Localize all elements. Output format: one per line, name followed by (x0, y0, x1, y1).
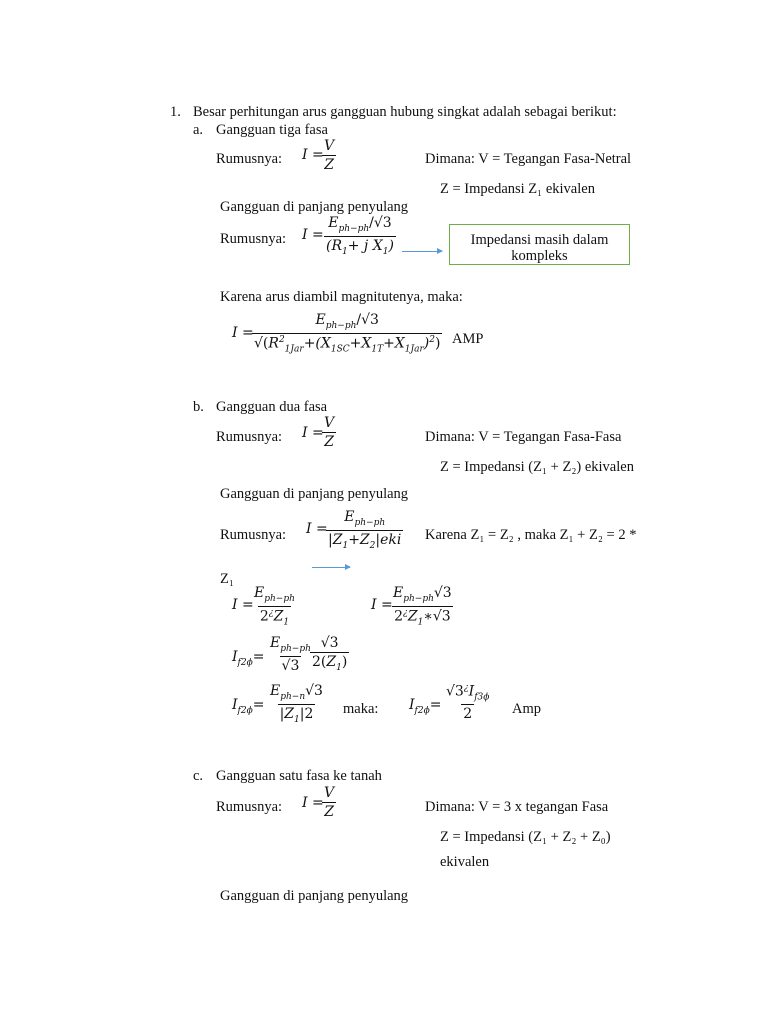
part-b-letter: b. (193, 399, 204, 415)
part-b-title: Gangguan dua fasa (216, 399, 328, 415)
part-b-rumus-label: Rumusnya: (216, 429, 283, 445)
part-b-z-definition: Z = Impedansi (Z₁ + Z₂) ekivalen (440, 459, 634, 475)
part-b-karena: Karena Z₁ = Z₂ , maka Z₁ + Z₂ = 2 * (425, 527, 637, 543)
list-number: 1. (170, 104, 181, 120)
part-a-penyulang: Gangguan di panjang penyulang (220, 199, 409, 215)
part-a-title: Gangguan tiga fasa (216, 122, 328, 138)
part-b-penyulang: Gangguan di panjang penyulang (220, 486, 409, 502)
note-box (449, 224, 630, 265)
part-c-letter: c. (193, 768, 204, 784)
part-b-dimana: Dimana: V = Tegangan Fasa-Fasa (425, 429, 622, 445)
note-box-line2: kompleks (511, 248, 568, 264)
part-a-z-definition: Z = Impedansi Z₁ ekivalen (440, 181, 595, 197)
intro-text: Besar perhitungan arus gangguan hubung singkat adalah sebagai berikut: (193, 104, 617, 120)
part-b-rumus-label-2: Rumusnya: (220, 527, 287, 543)
part-a-amp: AMP (452, 331, 484, 347)
part-a-karena: Karena arus diambil magnitutenya, maka: (220, 289, 463, 305)
part-b-amp: Amp (512, 701, 541, 717)
arrow-to-note (402, 251, 442, 252)
part-a-letter: a. (193, 122, 204, 138)
part-c-dimana: Dimana: V = 3 x tegangan Fasa (425, 799, 609, 815)
part-a-rumus-label-2: Rumusnya: (220, 231, 287, 247)
part-b-maka: maka: (343, 701, 379, 717)
part-c-rumus-label: Rumusnya: (216, 799, 283, 815)
arrow-decorative (312, 567, 350, 568)
part-a-dimana: Dimana: V = Tegangan Fasa-Netral (425, 151, 632, 167)
part-c-z-definition: Z = Impedansi (Z₁ + Z₂ + Z₀) (440, 829, 611, 845)
part-c-penyulang: Gangguan di panjang penyulang (220, 888, 409, 904)
part-c-ekivalen: ekivalen (440, 854, 490, 870)
part-a-rumus-label: Rumusnya: (216, 151, 283, 167)
note-box-line1: Impedansi masih dalam (470, 232, 609, 248)
part-c-title: Gangguan satu fasa ke tanah (216, 768, 382, 784)
part-b-z1-continued: Z₁ (220, 571, 234, 587)
